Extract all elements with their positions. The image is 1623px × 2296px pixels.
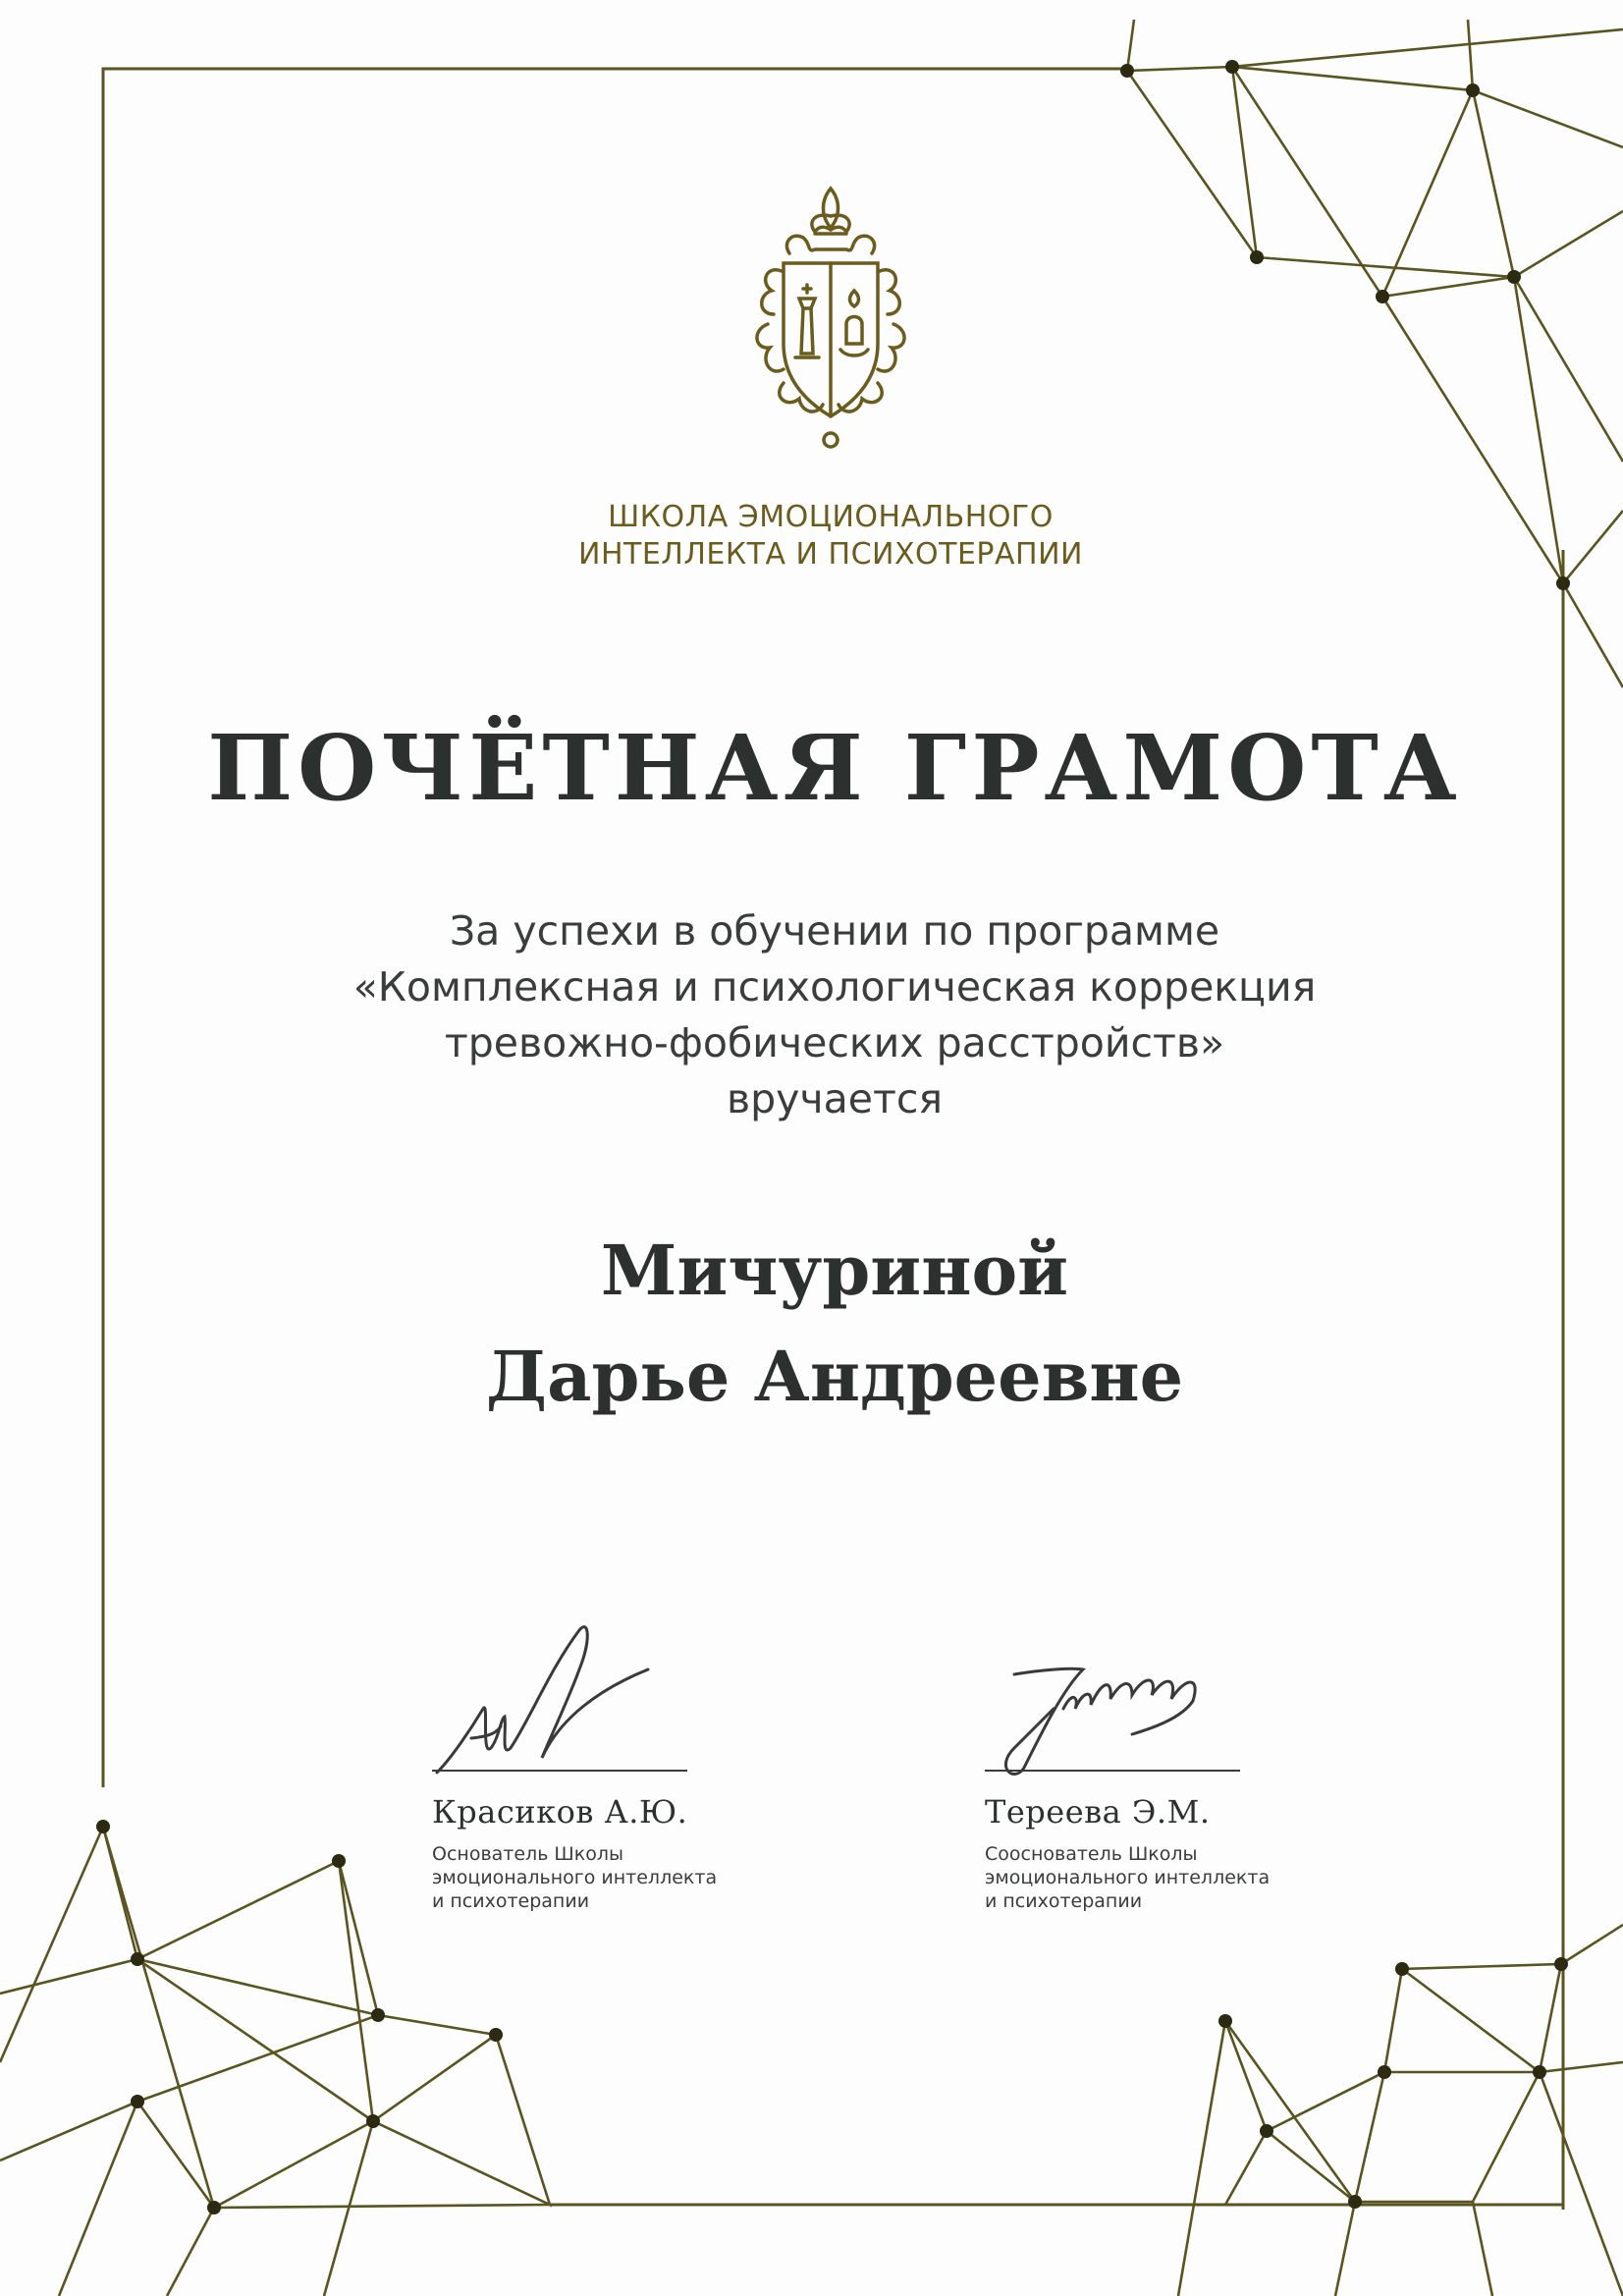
signature-block-founder	[432, 1611, 805, 1913]
reason-line-2: «Комплексная и психологическая коррекция	[352, 963, 1317, 1011]
network-node	[1554, 1957, 1568, 1971]
signer-name: Тереева Э.М.	[985, 1793, 1211, 1831]
network-node	[371, 2008, 385, 2022]
network-node	[1395, 1962, 1409, 1976]
signer-role-line-1: Сооснователь Школы	[985, 1843, 1198, 1865]
network-node	[1507, 270, 1521, 284]
certificate-title: ПОЧЁТНАЯ ГРАМОТА	[207, 715, 1462, 821]
school-name-line-1: ШКОЛА ЭМОЦИОНАЛЬНОГО	[608, 500, 1054, 534]
recipient-given-names: Дарье Андреевне	[485, 1336, 1184, 1417]
network-node	[1250, 250, 1264, 264]
school-name-line-2: ИНТЕЛЛЕКТА И ПСИХОТЕРАПИИ	[578, 537, 1083, 572]
signer-role	[432, 1842, 805, 1913]
recipient-name	[295, 1218, 1375, 1430]
network-node	[207, 2201, 221, 2214]
signature-block-cofounder	[985, 1611, 1358, 1913]
network-node	[332, 1854, 346, 1868]
recipient-surname: Мичуриной	[600, 1230, 1069, 1311]
signer-role-line-2: эмоционального интеллекта	[432, 1867, 718, 1888]
school-name	[467, 499, 1194, 574]
reason-line-1: За успехи в обучении по программе	[449, 907, 1220, 955]
network-node	[1466, 83, 1480, 97]
award-reason	[245, 903, 1424, 1127]
network-node	[1556, 576, 1570, 590]
network-node	[96, 1820, 110, 1833]
network-node	[1260, 2124, 1273, 2138]
network-bottom-right	[1178, 1925, 1623, 2296]
network-node	[1348, 2195, 1362, 2209]
network-node	[1120, 64, 1134, 78]
signature-icon	[432, 1611, 756, 1777]
reason-line-4: вручается	[726, 1075, 944, 1122]
network-node	[1218, 2014, 1232, 2028]
network-top-right	[1120, 20, 1623, 687]
signature-line	[432, 1770, 687, 1772]
signer-name: Красиков А.Ю.	[432, 1793, 688, 1831]
signer-role	[985, 1842, 1358, 1913]
reason-line-3: тревожно-фобических расстройств»	[444, 1019, 1225, 1066]
network-node	[489, 2028, 503, 2042]
network-node	[366, 2114, 380, 2128]
signer-role-line-2: эмоционального интеллекта	[985, 1867, 1271, 1888]
signer-role-line-3: и психотерапии	[985, 1890, 1143, 1912]
school-emblem-icon	[713, 177, 948, 481]
network-node	[1376, 290, 1389, 303]
signer-role-line-1: Основатель Школы	[432, 1843, 623, 1865]
network-node	[1225, 60, 1239, 74]
network-node	[1533, 2065, 1546, 2079]
signer-role-line-3: и психотерапии	[432, 1890, 590, 1912]
network-node	[131, 1952, 144, 1966]
signature-icon	[985, 1611, 1309, 1777]
network-node	[131, 2095, 144, 2108]
network-node	[1378, 2065, 1391, 2079]
